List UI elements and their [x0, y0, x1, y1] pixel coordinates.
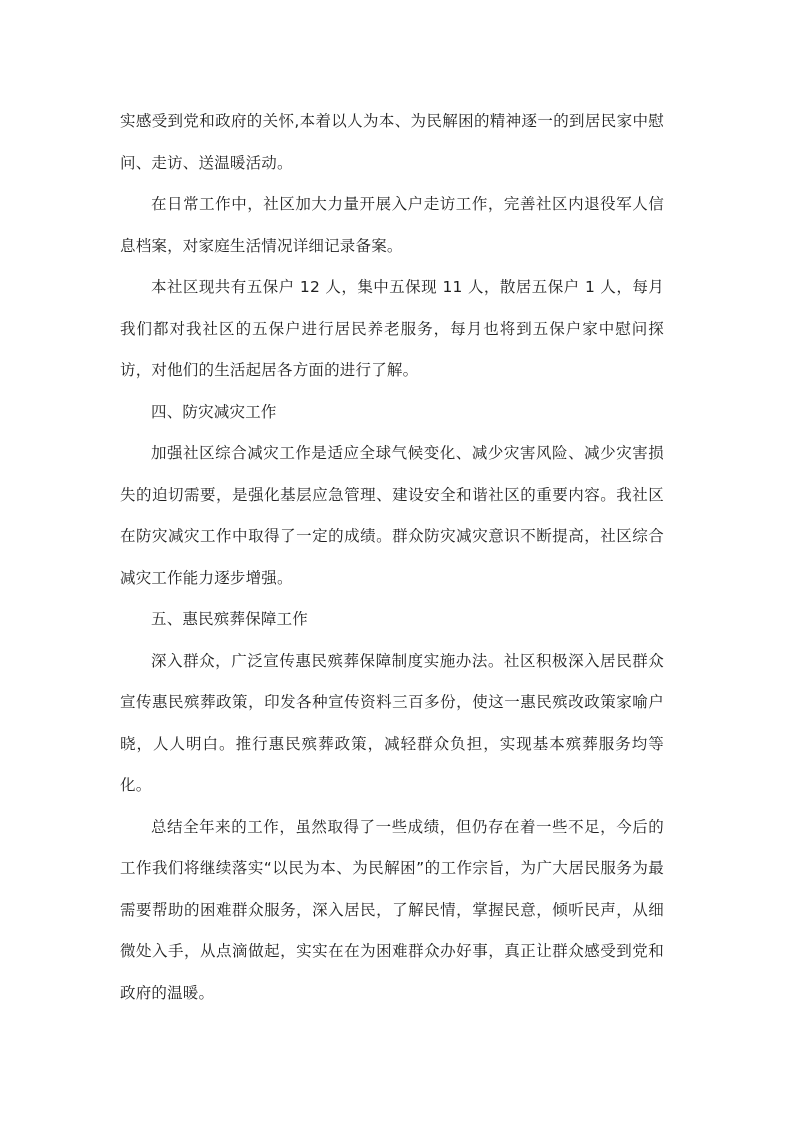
paragraph-home-visits: 在日常工作中，社区加大力量开展入户走访工作，完善社区内退役军人信息档案，对家庭生活情况详细记录备案。 [120, 195, 664, 255]
section-heading-disaster-prevention: 四、防灾减灾工作 [151, 402, 277, 421]
document-body [120, 101, 664, 1014]
paragraph-continuation: 实感受到党和政府的关怀,本着以人为本、为民解困的精神逐一的到居民家中慰问、走访、送温暖活动。 [120, 112, 664, 172]
paragraph-disaster-prevention: 加强社区综合减灾工作是适应全球气候变化、减少灾害风险、减少灾害损失的迫切需要，是强化基层应急管理、建设安全和谐社区的重要内容。我社区在防灾减灾工作中取得了一定的成绩。群众防灾减灾意识不断提高，社区综合减灾工作能力逐步增强。 [120, 444, 664, 587]
paragraph-summary: 总结全年来的工作，虽然取得了一些成绩，但仍存在着一些不足，今后的工作我们将继续落实“以民为本、为民解困”的工作宗旨，为广大居民服务为最需要帮助的困难群众服务，深入居民，了解民情，掌握民意，倾听民声，从细微处入手，从点滴做起，实实在在为困难群众办好事，真正让群众感受到党和政府的温暖。 [120, 817, 664, 1002]
paragraph-five-guarantee: 本社区现共有五保户 12 人，集中五保现 11 人，散居五保户 1 人，每月我们都对我社区的五保户进行居民养老服务，每月也将到五保户家中慰问探访，对他们的生活起居各方面的进行了解。 [120, 278, 664, 379]
paragraph-funeral-services: 深入群众，广泛宣传惠民殡葬保障制度实施办法。社区积极深入居民群众宣传惠民殡葬政策，印发各种宣传资料三百多份，使这一惠民殡改政策家喻户晓，人人明白。推行惠民殡葬政策，减轻群众负担，实现基本殡葬服务均等化。 [120, 651, 664, 794]
section-heading-funeral-services: 五、惠民殡葬保障工作 [151, 610, 309, 628]
